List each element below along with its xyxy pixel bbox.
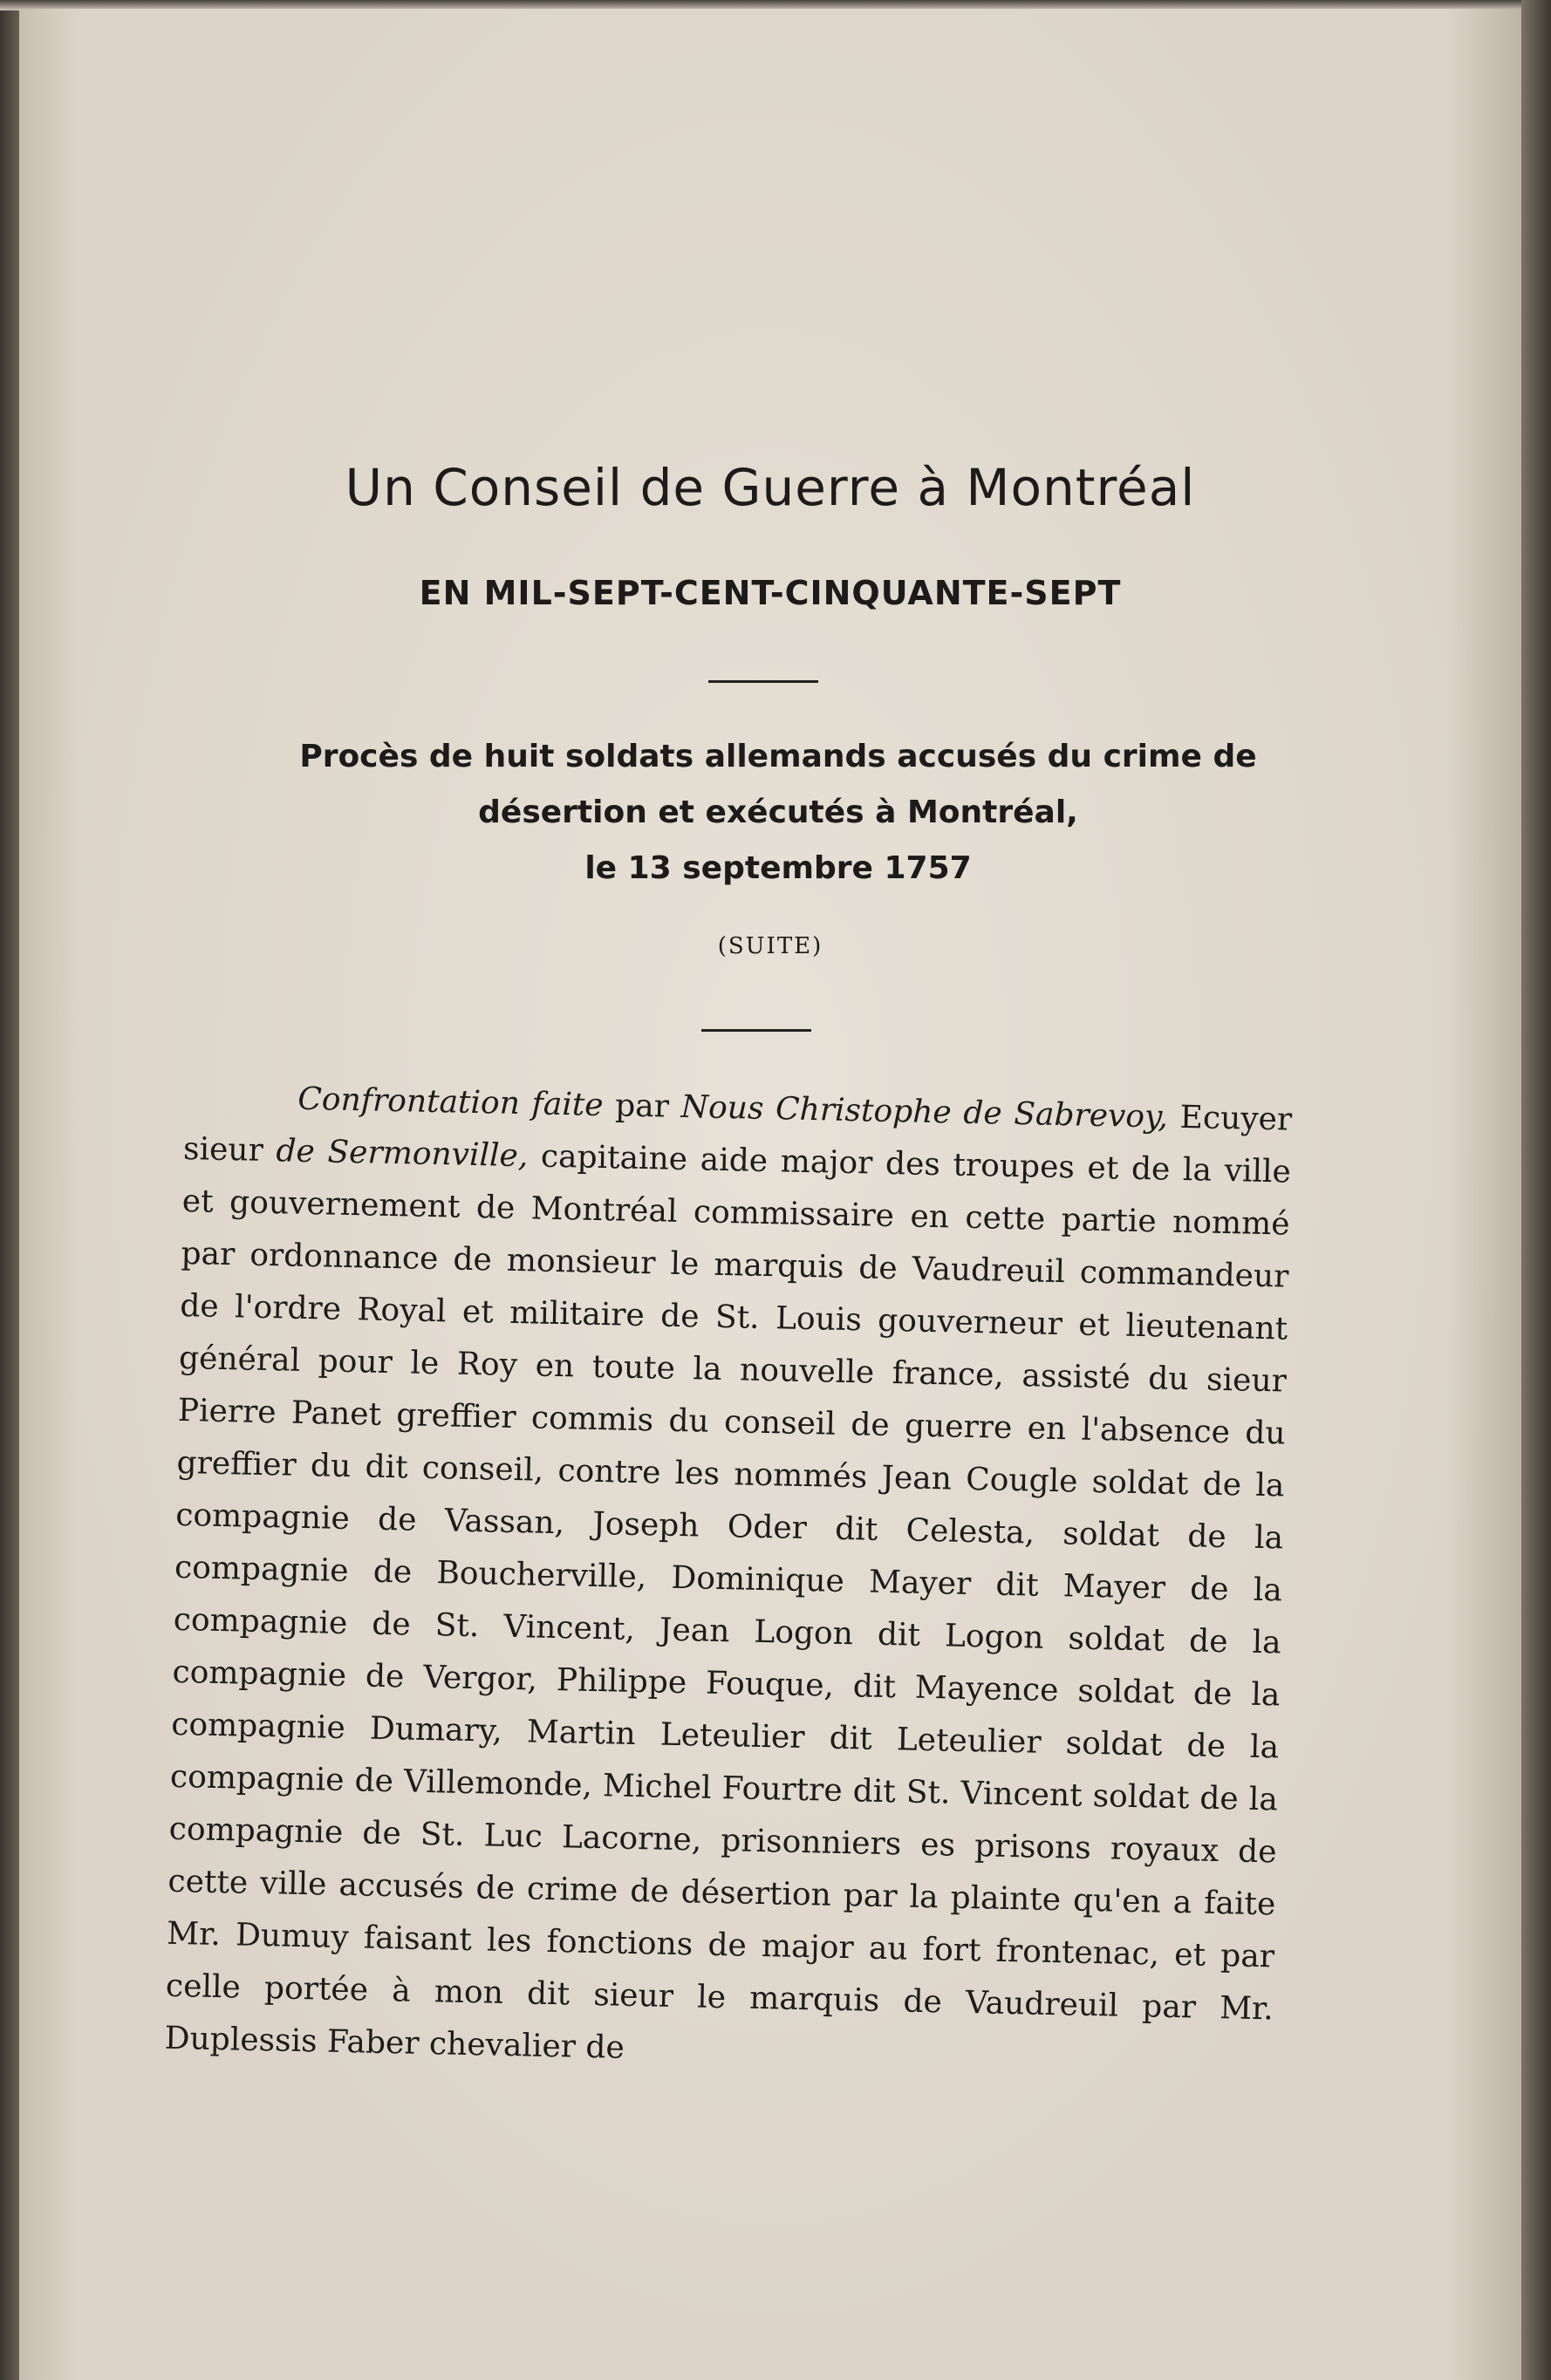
section-divider-bottom: [701, 1029, 811, 1032]
case-heading-line-2: désertion et exécutés à Montréal,: [478, 794, 1078, 830]
continuation-marker: (SUITE): [717, 933, 823, 959]
page-subtitle: EN MIL-SEPT-CENT-CINQUANTE-SEPT: [419, 574, 1122, 612]
case-heading-line-3: le 13 septembre 1757: [584, 850, 972, 886]
confrontation-paragraph: [164, 1071, 1293, 2088]
paragraph-text-1: par: [603, 1088, 682, 1125]
section-divider-top: [708, 680, 818, 683]
case-heading-line-1: Procès de huit soldats allemands accusés du crime de: [299, 739, 1257, 774]
paragraph-italic-place: de Sermonville,: [276, 1133, 529, 1175]
book-page: [19, 9, 1521, 2380]
paragraph-italic-lead: Confrontation faite: [297, 1081, 605, 1124]
page-title: Un Conseil de Guerre à Montréal: [345, 458, 1196, 517]
paragraph-text-2: Ecuyer sieur: [182, 1099, 1293, 1170]
scan-border-left: [0, 0, 21, 2380]
paragraph-italic-name: Nous Christophe de Sabrevoy,: [680, 1088, 1169, 1135]
paragraph-text-3: capitaine aide major des troupes et de la ville et gouvernement de Montréal commissaire en cette partie nommé par ordonnance de monsieur le marquis de Vaudreuil commandeur de l'ordre Royal et militaire de St. Louis gouverneur et lieutenant général pour le Roy en toute la nouvelle france, assisté du sieur Pierre Panet greffier commis du conseil de guerre en l'absence du greffier du dit conseil, contre les nommés Jean Cougle soldat de la compagnie de Vassan, Joseph Oder dit Celesta, soldat de la compagnie de Boucherville, Dominique Mayer dit Mayer de la compagnie de St. Vincent, Jean Logon dit Logon soldat de la compagnie de Vergor, Philippe Fouque, dit Mayence soldat de la compagnie Dumary, Martin Leteulier dit Leteulier soldat de la compagnie de Villemonde, Michel Fourtre dit St. Vincent soldat de la compagnie de St. Luc Lacorne, prisonniers es prisons royaux de cette ville accusés de crime de désertion par la plainte qu'en a faite Mr. Dumuy faisant les fonctions de major au fort frontenac, et par celle portée à mon dit sieur le marquis de Vaudreuil par Mr. Duplessis Faber chevalier de: [164, 1138, 1292, 2066]
case-heading: [246, 729, 1310, 897]
scan-border-right: [1521, 0, 1551, 2380]
